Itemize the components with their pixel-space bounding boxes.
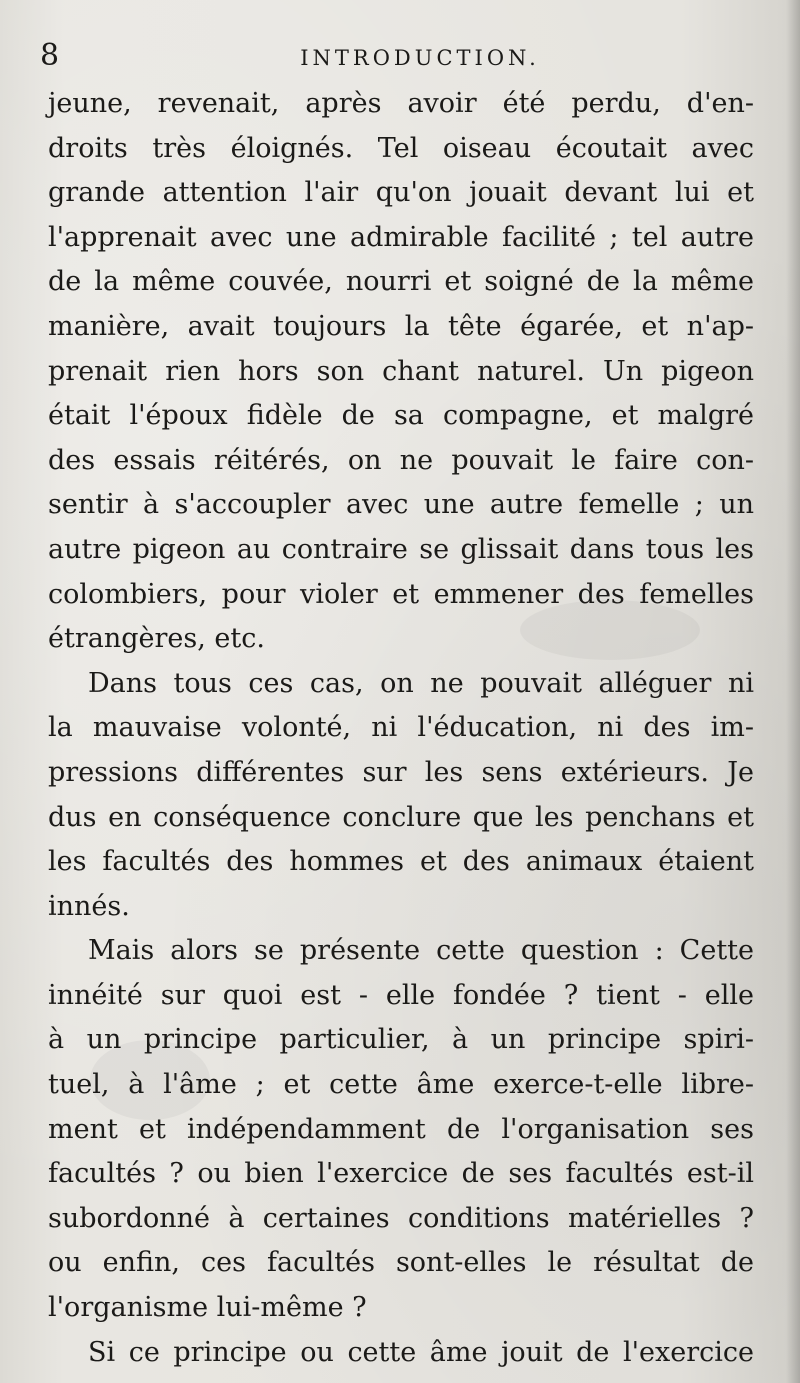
text-line: étrangères, etc. — [48, 623, 265, 655]
running-title: INTRODUCTION. — [300, 46, 540, 70]
text-line: la mauvaise volonté, ni l'éducation, ni des im- — [48, 712, 754, 744]
text-line: grande attention l'air qu'on jouait devant lui et — [48, 177, 754, 209]
text-line: prenait rien hors son chant naturel. Un pigeon — [48, 355, 754, 387]
text-line: de la même couvée, nourri et soigné de la même — [48, 266, 754, 298]
text-line: tuel, à l'âme ; et cette âme exerce-t-elle libre- — [48, 1069, 754, 1101]
text-line: pressions différentes sur les sens extérieurs. Je — [48, 756, 754, 788]
text-line: était l'époux fidèle de sa compagne, et malgré — [48, 400, 754, 432]
text-line: colombiers, pour violer et emmener des femelles — [48, 578, 754, 610]
text-line: l'organisme lui-même ? — [48, 1292, 367, 1324]
text-line: des essais réitérés, on ne pouvait le faire con- — [48, 444, 754, 476]
text-line: subordonné à certaines conditions matérielles ? — [48, 1202, 754, 1234]
page-header — [40, 38, 760, 78]
text-line: ou enfin, ces facultés sont-elles le résultat de — [48, 1247, 754, 1279]
text-line: dus en conséquence conclure que les penchans et — [48, 801, 754, 833]
page-number: 8 — [40, 38, 60, 73]
text-line: Mais alors se présente cette question : Cette — [88, 935, 754, 967]
text-line: autre pigeon au contraire se glissait dans tous les — [48, 533, 754, 565]
text-line: facultés ? ou bien l'exercice de ses facultés est-il — [48, 1158, 754, 1190]
body-text — [48, 82, 754, 1375]
text-line: innéité sur quoi est - elle fondée ? tient - elle — [48, 979, 754, 1011]
text-line: l'apprenait avec une admirable facilité ; tel autre — [48, 221, 754, 253]
text-line: droits très éloignés. Tel oiseau écoutait avec — [48, 132, 754, 164]
text-line: sentir à s'accoupler avec une autre femelle ; un — [48, 489, 754, 521]
page-edge-shadow — [786, 0, 800, 1383]
text-line: à un principe particulier, à un principe spiri- — [48, 1024, 754, 1056]
text-line: manière, avait toujours la tête égarée, et n'ap- — [48, 310, 754, 342]
text-line: jeune, revenait, après avoir été perdu, d'en- — [48, 88, 754, 119]
text-line: Dans tous ces cas, on ne pouvait alléguer ni — [88, 667, 754, 699]
text-line: les facultés des hommes et des animaux étaient — [48, 846, 754, 878]
text-line: Si ce principe ou cette âme jouit de l'exercice — [88, 1336, 754, 1368]
text-line: innés. — [48, 890, 130, 922]
text-line: ment et indépendamment de l'organisation ses — [48, 1113, 754, 1145]
